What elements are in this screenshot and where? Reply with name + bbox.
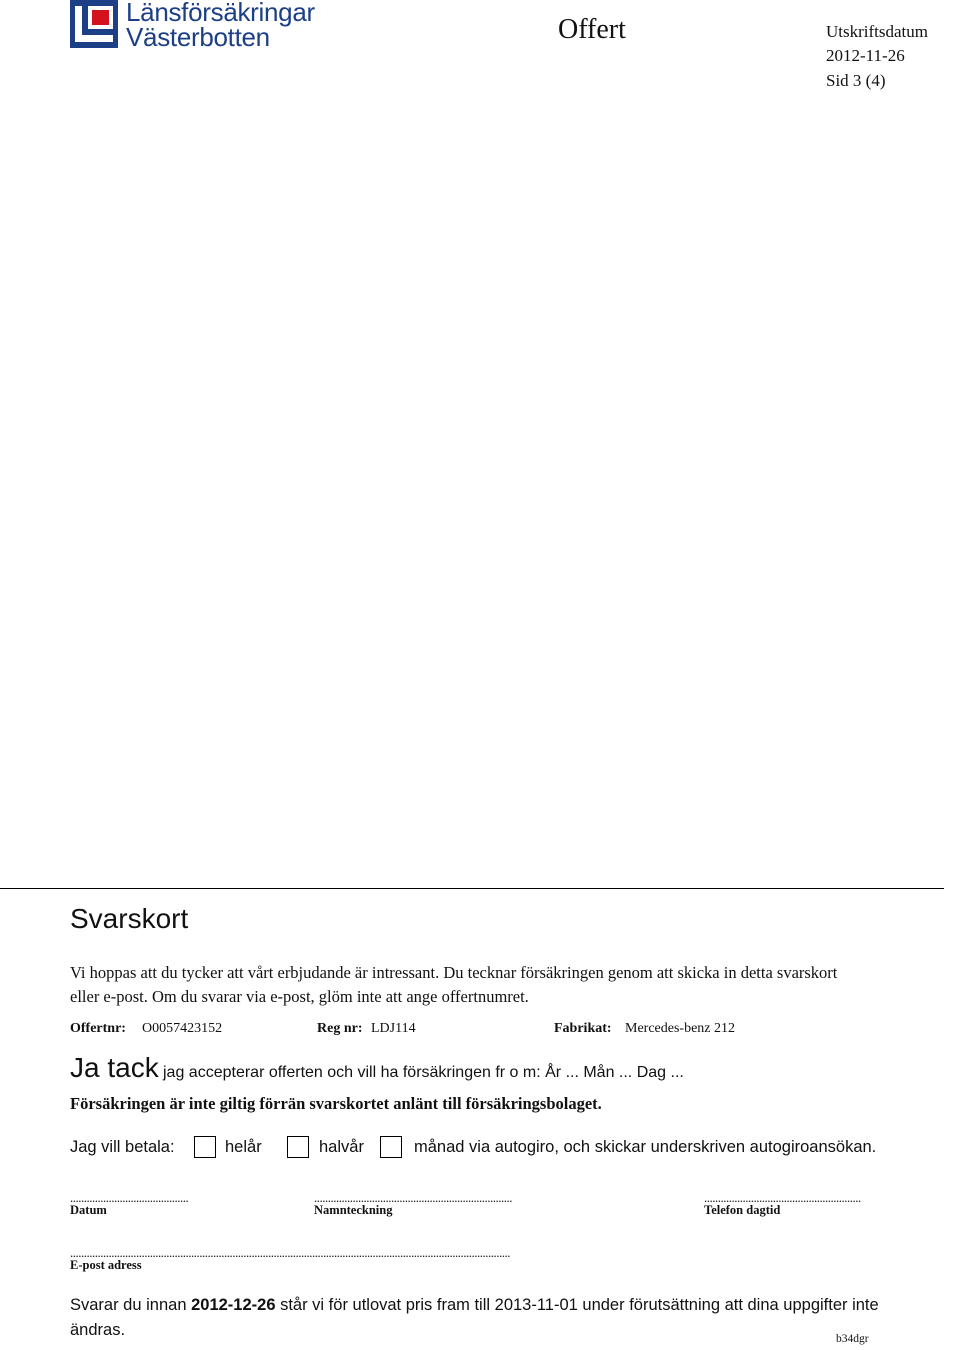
brand-line1: Länsförsäkringar — [126, 0, 315, 27]
pay-option-halvar: halvår — [319, 1138, 364, 1156]
document-title: Offert — [558, 14, 626, 45]
accept-text: jag accepterar offerten och vill ha försäkringen fr o m: År ... Mån ... Dag ... — [163, 1064, 684, 1081]
logo-text — [126, 0, 315, 50]
validity-note: Försäkringen är inte giltig förrän svarskortet anlänt till försäkringsbolaget. — [70, 1094, 602, 1113]
final-date: 2012-12-26 — [191, 1296, 276, 1314]
offer-number-label: Offertnr: — [70, 1021, 126, 1036]
document-code: b34dgr — [836, 1333, 869, 1345]
divider-line — [0, 888, 944, 889]
final-part-1: Svarar du innan — [70, 1296, 187, 1314]
offer-number-value: O0057423152 — [142, 1021, 223, 1036]
phone-label: Telefon dagtid — [704, 1203, 781, 1217]
brand-line2: Västerbotten — [126, 22, 270, 52]
final-part-2: står vi för utlovat pris fram till 2013-11-01 under förutsättning att dina uppgifter inte — [280, 1296, 879, 1314]
print-date: 2012-11-26 — [826, 46, 905, 65]
reg-number-label: Reg nr: — [317, 1021, 363, 1036]
company-logo — [70, 0, 340, 52]
make-label: Fabrikat: — [554, 1021, 612, 1036]
signature-label: Namnteckning — [314, 1203, 393, 1217]
signature-field[interactable]: ........................................................................ — [314, 1190, 512, 1205]
pay-option-helar: helår — [225, 1138, 262, 1156]
final-statement-line-2: ändras. — [70, 1321, 126, 1339]
checkbox-helar[interactable] — [194, 1136, 216, 1158]
make-value: Mercedes-benz 212 — [625, 1021, 736, 1036]
logo-mark-icon — [70, 0, 118, 48]
final-statement — [70, 1296, 879, 1315]
intro-line-1: Vi hoppas att du tycker att vårt erbjudande är intressant. Du tecknar försäkringen genom att skicka in detta svarskort — [70, 963, 838, 982]
pay-option-manad: månad via autogiro, och skickar underskriven autogiroansökan. — [414, 1138, 877, 1156]
phone-field[interactable]: ......................................................... — [704, 1190, 861, 1205]
page-number: Sid 3 (4) — [826, 71, 886, 90]
ja-tack-heading: Ja tack — [70, 1052, 159, 1083]
pay-label: Jag vill betala: — [70, 1138, 175, 1156]
section-heading: Svarskort — [70, 903, 189, 934]
print-date-label: Utskriftsdatum — [826, 22, 928, 41]
date-label: Datum — [70, 1203, 107, 1217]
checkbox-halvar[interactable] — [287, 1136, 309, 1158]
email-label: E-post adress — [70, 1258, 142, 1272]
reg-number-value: LDJ114 — [371, 1021, 416, 1036]
email-field[interactable]: ................................................................................................................................................................ — [70, 1245, 510, 1260]
date-field[interactable]: ........................................... — [70, 1190, 189, 1205]
intro-line-2: eller e-post. Om du svarar via e-post, glöm inte att ange offertnumret. — [70, 987, 529, 1006]
checkbox-manad[interactable] — [380, 1136, 402, 1158]
